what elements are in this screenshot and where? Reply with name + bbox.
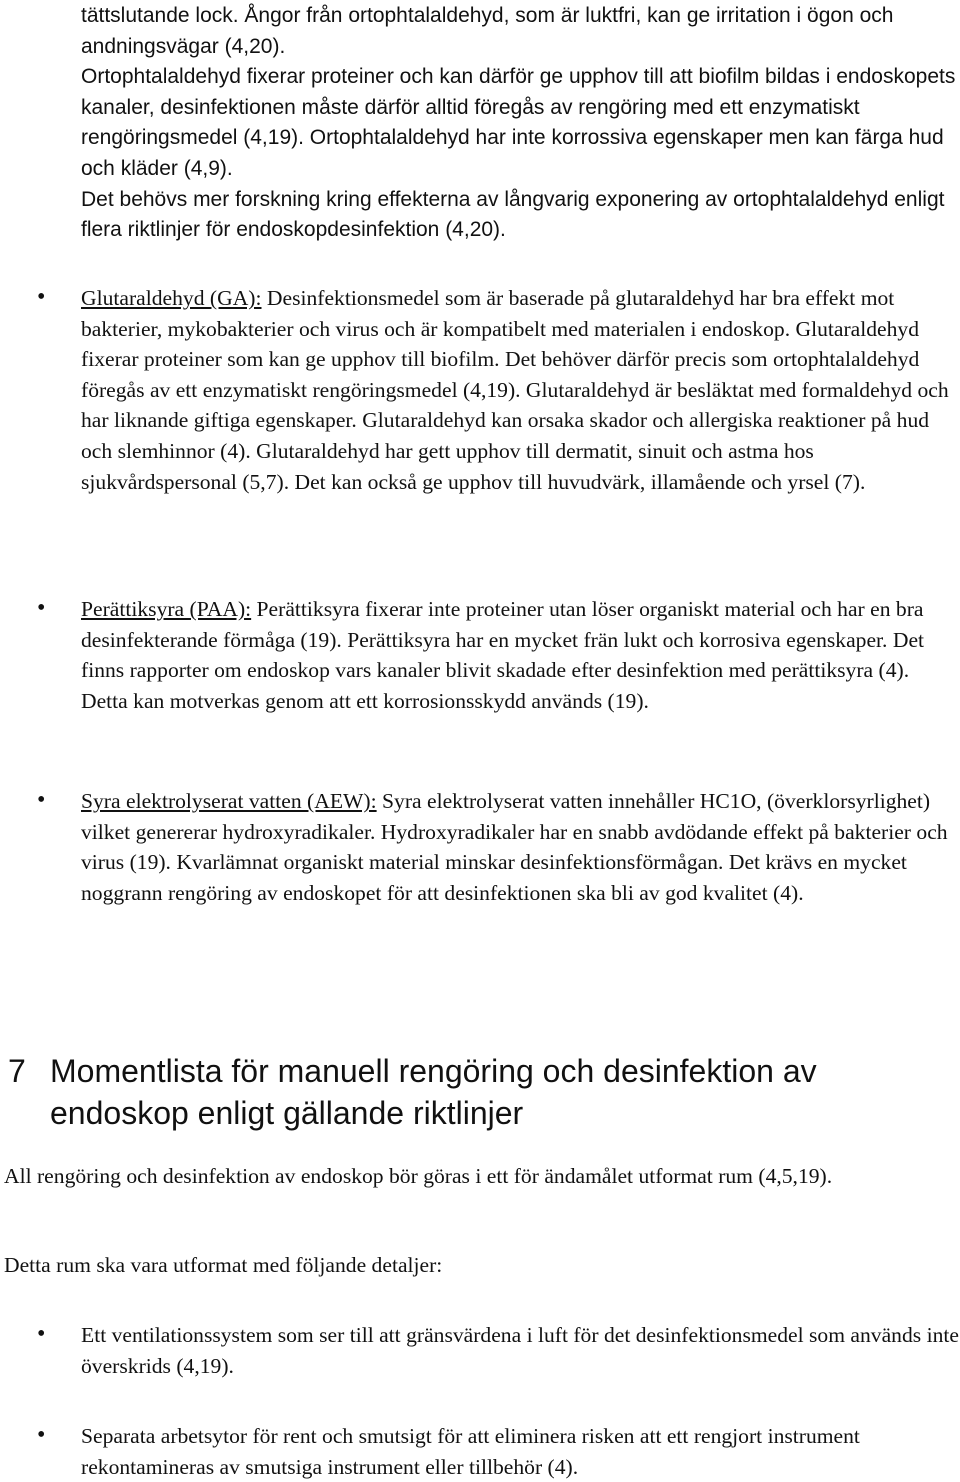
bullet-glutaraldehyd bbox=[37, 283, 960, 497]
detail-text: Separata arbetsytor för rent och smutsigt för att eliminera risken att ett rengjort instrument rekontamineras av smutsiga instrument eller tillbehör (4). bbox=[81, 1424, 860, 1479]
intro-paragraph-1: tättslutande lock. Ångor från ortophtalaldehyd, som är luktfri, kan ge irritation i ögon och andningsvägar (4,20). bbox=[81, 4, 894, 58]
section-heading bbox=[8, 1050, 908, 1134]
bullet-term: Glutaraldehyd (GA): bbox=[81, 286, 262, 310]
body-paragraph-2: Detta rum ska vara utformat med följande detaljer: bbox=[4, 1253, 443, 1277]
bullet-perattiksyra bbox=[37, 594, 960, 716]
intro-paragraph-2: Ortophtalaldehyd fixerar proteiner och kan därför ge upphov till att biofilm bildas i endoskopets kanaler, desinfektionen måste därför alltid föregås av rengöring med ett enzymatiskt rengöringsmedel (4,19). Ortophtalaldehyd har inte korrossiva egenskaper men kan färga hud och kläder (4,9). bbox=[81, 65, 956, 180]
bullet-text: Desinfektionsmedel som är baserade på glutaraldehyd har bra effekt mot bakterier, mykobakterier och virus och är kompatibelt med materialen i endoskop. Glutaraldehyd fixerar proteiner som kan ge upphov till biofilm. Det behöver därför precis som ortophtalaldehyd föregås av ett enzymatiskt rengöringsmedel (4,19). Glutaraldehyd är besläktat med formaldehyd och har liknande giftiga egenskaper. Glutaraldehyd kan orsaka skador och allergiska reaktioner på hud och slemhinnor (4). Glutaraldehyd har gett upphov till dermatit, sinuit och astma hos sjukvårdspersonal (5,7). Det kan också ge upphov till huvudvärk, illamående och yrsel (7). bbox=[81, 286, 949, 494]
intro-paragraph-3: Det behövs mer forskning kring effekterna av långvarig exponering av ortophtalaldehyd enligt flera riktlinjer för endoskopdesinfektion (4,20). bbox=[81, 187, 945, 242]
bullet-syra-elektrolyserat-vatten bbox=[37, 786, 960, 908]
bullet-dot: • bbox=[37, 1321, 46, 1347]
bullet-dot: • bbox=[37, 284, 46, 310]
bullet-term: Syra elektrolyserat vatten (AEW): bbox=[81, 789, 377, 813]
bullet-dot: • bbox=[37, 787, 46, 813]
detail-text: Ett ventilationssystem som ser till att gränsvärdena i luft för det desinfektionsmedel som används inte överskrids (4,19). bbox=[81, 1323, 959, 1378]
bullet-text: Perättiksyra fixerar inte proteiner utan löser organiskt material och har en bra desinfekterande förmåga (19). Perättiksyra har en mycket frän lukt och korrosiva egenskaper. Det finns rapporter om endoskop vars kanaler blivit skadade efter desinfektion med perättiksyra (4). Detta kan motverkas genom att ett korrosionsskydd används (19). bbox=[81, 597, 925, 713]
bullet-term: Perättiksyra (PAA): bbox=[81, 597, 252, 621]
bullet-dot: • bbox=[37, 1422, 46, 1448]
bullet-dot: • bbox=[37, 595, 46, 621]
detail-item-work-surfaces bbox=[37, 1421, 960, 1482]
body-paragraph-1: All rengöring och desinfektion av endoskop bör göras i ett för ändamålet utformat rum (4,5,19). bbox=[4, 1164, 833, 1188]
intro-text bbox=[81, 1, 960, 246]
detail-item-ventilation bbox=[37, 1320, 960, 1381]
bullet-text: Syra elektrolyserat vatten innehåller HC1O, (överklorsyrlighet) vilket genererar hydroxyradikaler. Hydroxyradikaler har en snabb avdödande effekt på bakterier och virus (19). Kvarlämnat organiskt material minskar desinfektionsförmågan. Det krävs en mycket noggrann rengöring av endoskopet för att desinfektionen ska bli av god kvalitet (4). bbox=[81, 789, 948, 905]
section-number: 7 bbox=[8, 1053, 26, 1089]
section-title: Momentlista för manuell rengöring och desinfektion av endoskop enligt gällande riktlinjer bbox=[50, 1053, 817, 1131]
